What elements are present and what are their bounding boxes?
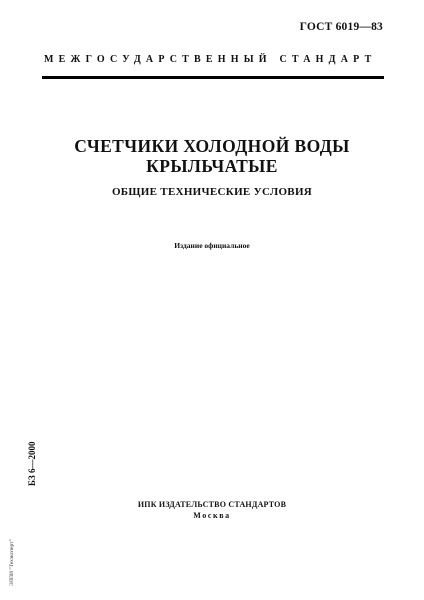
side-code: БЗ 6—2000 [27, 441, 37, 486]
standard-number: ГОСТ 6019—83 [299, 21, 383, 33]
document-title-line-1: СЧЕТЧИКИ ХОЛОДНОЙ ВОДЫ [74, 136, 350, 156]
edition-note: Издание официальное [174, 241, 250, 250]
standard-type-heading: МЕЖГОСУДАРСТВЕННЫЙ СТАНДАРТ [44, 54, 377, 65]
document-title-line-2: КРЫЛЬЧАТЫЕ [146, 156, 278, 176]
publisher-name: ИПК ИЗДАТЕЛЬСТВО СТАНДАРТОВ [137, 500, 287, 509]
document-subtitle: ОБЩИЕ ТЕХНИЧЕСКИЕ УСЛОВИЯ [111, 186, 313, 198]
header-divider [42, 76, 384, 79]
publisher-city: Москва [193, 511, 231, 520]
stamp-text: ЭЛПИ "Техэксперт" [9, 539, 15, 586]
